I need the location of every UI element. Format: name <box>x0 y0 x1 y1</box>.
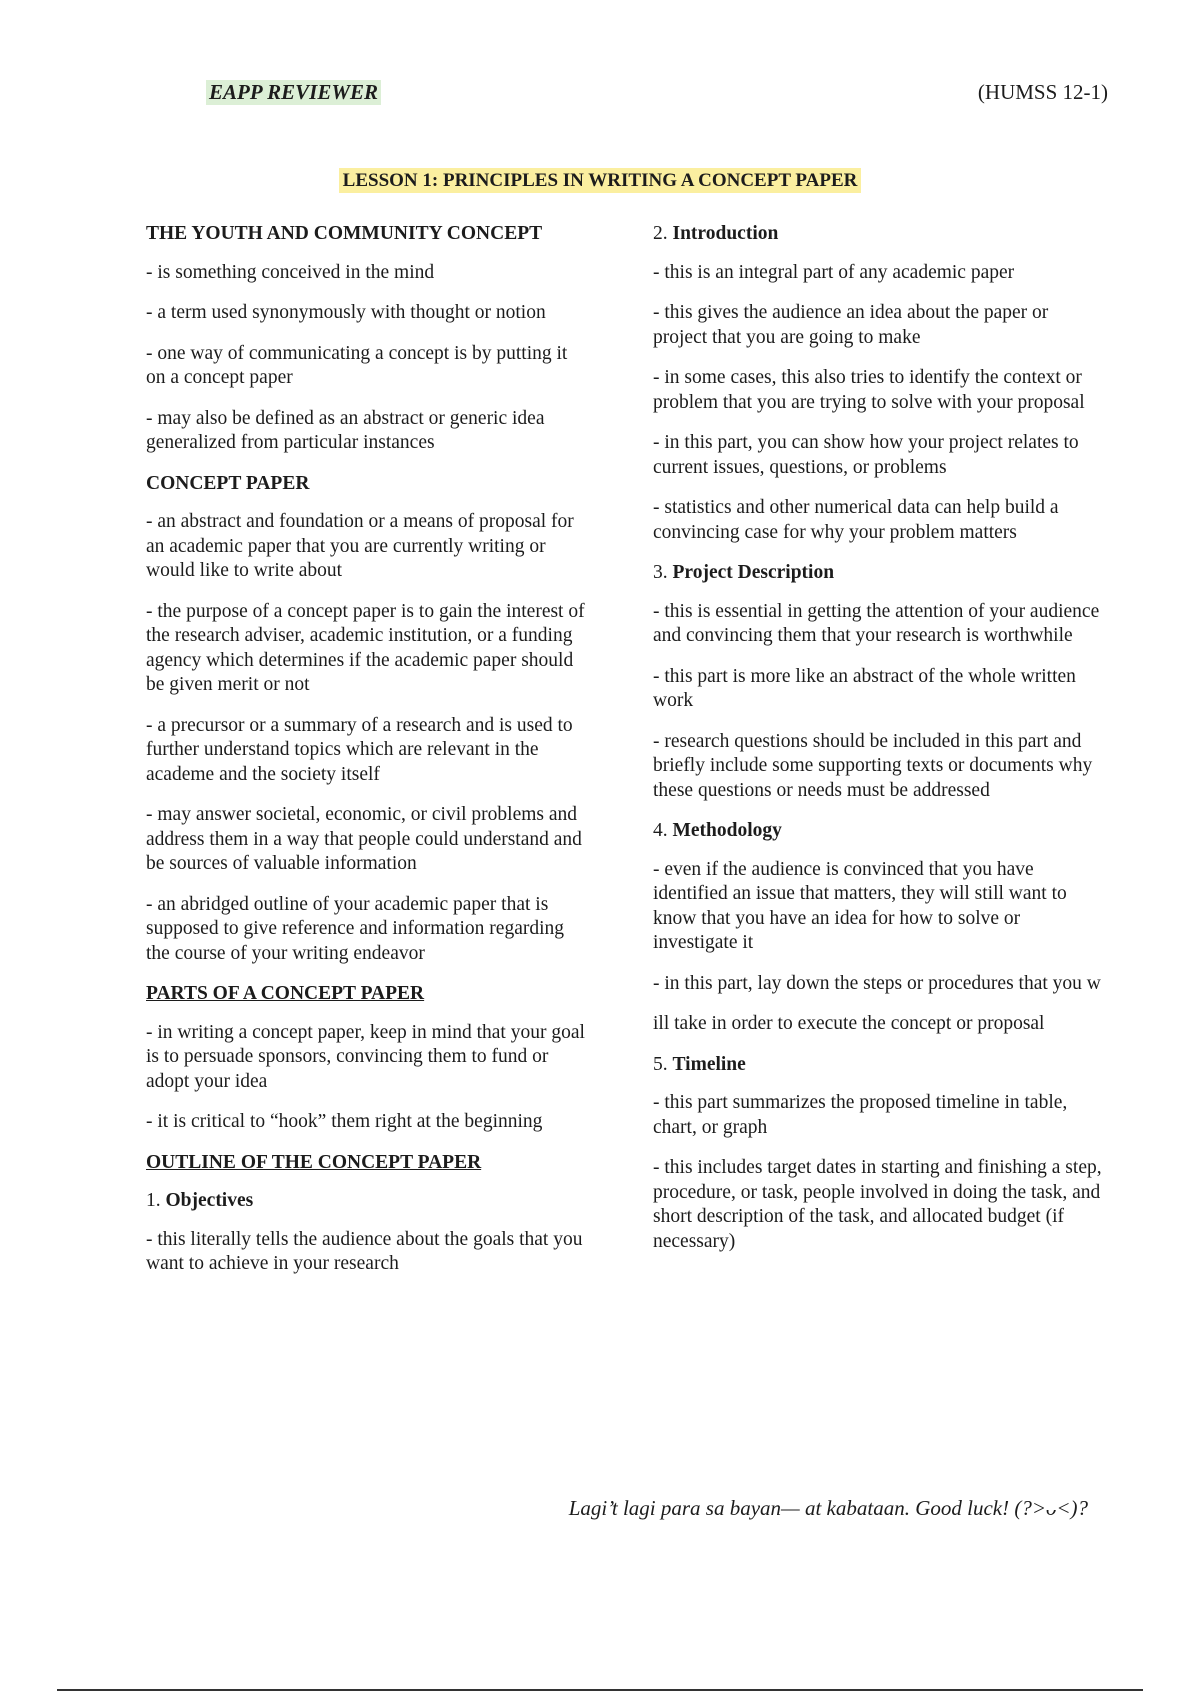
item-title: Methodology <box>672 820 782 841</box>
paragraph: - one way of communicating a concept is by putting it on a concept paper <box>146 342 568 388</box>
left-column <box>146 222 586 1293</box>
paragraph: - statistics and other numerical data can help build a convincing case for why your problem matters <box>653 497 1059 543</box>
paragraph: - a precursor or a summary of a research and is used to further understand topics which are relevant in the academe and the society itself <box>146 714 573 785</box>
paragraph: - is something conceived in the mind <box>146 261 435 283</box>
paragraph: - the purpose of a concept paper is to gain the interest of the research adviser, academic institution, or a funding agency which determines if the academic paper should be given merit or not <box>146 600 585 695</box>
item-number: 2. <box>653 223 668 244</box>
paragraph: - this part is more like an abstract of the whole written work <box>653 665 1076 711</box>
lesson-title <box>0 170 1200 192</box>
paragraph: - may also be defined as an abstract or generic idea generalized from particular instances <box>146 407 545 453</box>
paragraph: - this literally tells the audience about the goals that you want to achieve in your research <box>146 1228 583 1274</box>
item-title: Project Description <box>672 562 835 583</box>
item-number: 4. <box>653 820 668 841</box>
paragraph: - it is critical to “hook” them right at the beginning <box>146 1111 543 1132</box>
paragraph: - even if the audience is convinced that you have identified an issue that matters, they will still want to know that you have an idea for how to solve or investigate it <box>653 858 1067 953</box>
section-heading-outline: OUTLINE OF THE CONCEPT PAPER <box>146 1151 482 1173</box>
paragraph: - this includes target dates in starting and finishing a step, procedure, or task, people involved in doing the task, and short description of the task, and allocated budget (if necessary) <box>653 1157 1102 1252</box>
paragraph: - this is an integral part of any academic paper <box>653 261 1015 283</box>
numbered-heading-timeline <box>653 1053 1103 1078</box>
header-left: EAPP REVIEWER <box>206 80 381 105</box>
paragraph: ill take in order to execute the concept or proposal <box>653 1013 1045 1034</box>
item-number: 5. <box>653 1053 668 1075</box>
paragraph: - this is essential in getting the attention of your audience and convincing them that your research is worthwhile <box>653 600 1100 646</box>
paragraph: - in some cases, this also tries to identify the context or problem that you are trying to solve with your proposal <box>653 367 1085 413</box>
paragraph: - an abridged outline of your academic paper that is supposed to give reference and information regarding the course of your writing endeavor <box>146 893 565 964</box>
item-title: Objectives <box>165 1190 254 1211</box>
right-column <box>653 222 1103 1270</box>
item-number: 1. <box>146 1190 161 1211</box>
numbered-heading-introduction <box>653 222 1103 247</box>
paragraph: - in this part, you can show how your project relates to current issues, questions, or problems <box>653 432 1079 478</box>
paragraph: - this part summarizes the proposed timeline in table, chart, or graph <box>653 1092 1068 1138</box>
paragraph: - in writing a concept paper, keep in mind that your goal is to persuade sponsors, convincing them to fund or adopt your idea <box>146 1021 585 1092</box>
section-heading-youth-concept: THE YOUTH AND COMMUNITY CONCEPT <box>146 223 543 244</box>
item-number: 3. <box>653 562 668 583</box>
item-title: Timeline <box>672 1053 746 1075</box>
bottom-rule <box>57 1689 1143 1691</box>
paragraph: - research questions should be included in this part and briefly include some supporting texts or documents why these questions or needs must be addressed <box>653 730 1093 801</box>
paragraph: - this gives the audience an idea about the paper or project that you are going to make <box>653 302 1049 348</box>
numbered-heading-project-description <box>653 561 1103 586</box>
header-right: (HUMSS 12-1) <box>977 80 1108 104</box>
footer-note: Lagi’t lagi para sa bayan— at kabataan. Good luck! (?>ᴗ<)? <box>568 1496 1088 1520</box>
numbered-heading-methodology <box>653 819 1103 844</box>
paragraph: - an abstract and foundation or a means of proposal for an academic paper that you are currently writing or would like to write about <box>146 511 574 581</box>
lesson-title-text: LESSON 1: PRINCIPLES IN WRITING A CONCEPT PAPER <box>339 168 862 193</box>
paragraph: - in this part, lay down the steps or procedures that you w <box>653 972 1101 994</box>
item-title: Introduction <box>672 223 779 244</box>
paragraph: - a term used synonymously with thought or notion <box>146 302 546 323</box>
paragraph: - may answer societal, economic, or civil problems and address them in a way that people could understand and be sources of valuable information <box>146 804 582 874</box>
section-heading-concept-paper: CONCEPT PAPER <box>146 472 310 494</box>
numbered-heading-objectives <box>146 1189 586 1214</box>
section-heading-parts: PARTS OF A CONCEPT PAPER <box>146 983 425 1004</box>
